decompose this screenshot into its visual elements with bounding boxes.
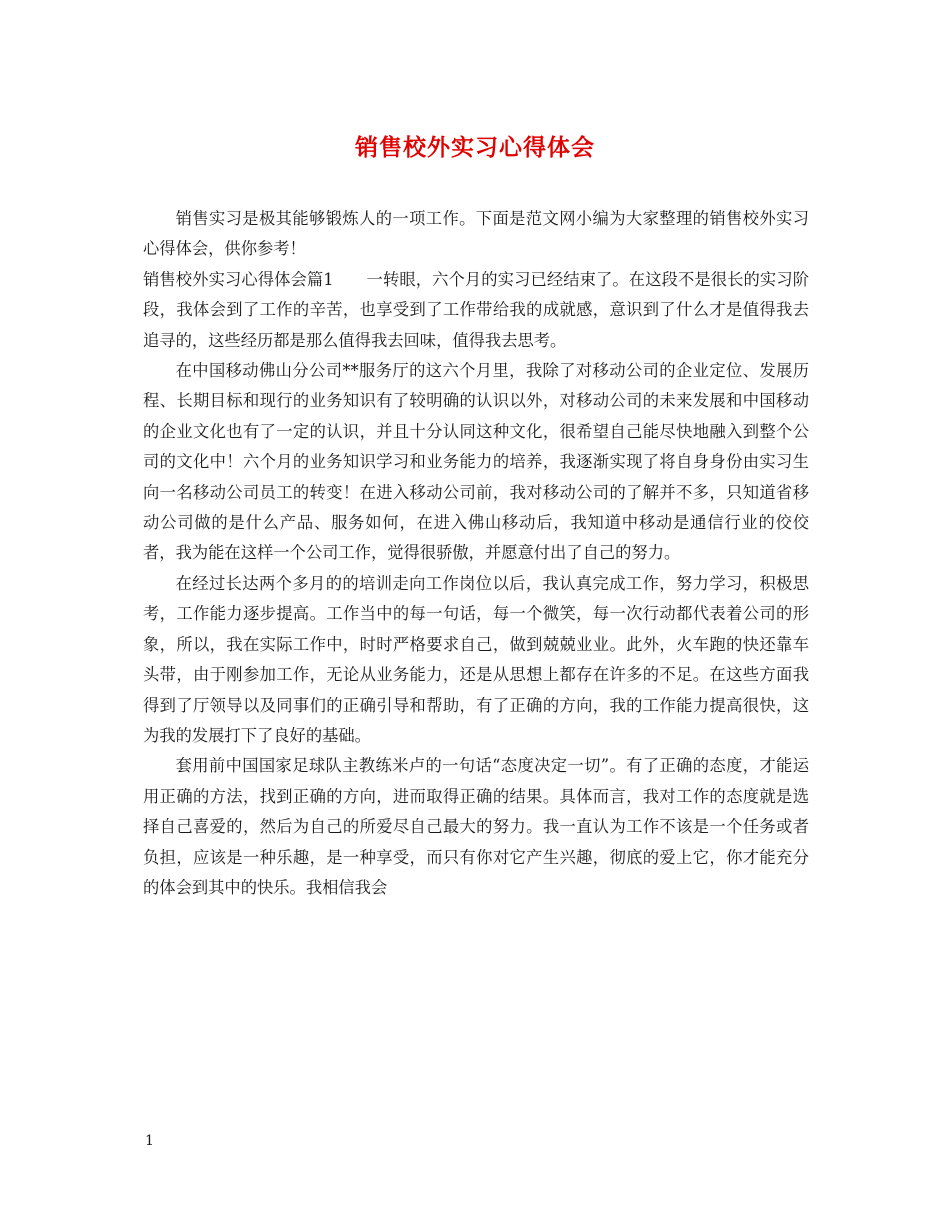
page-number: 1 <box>145 1133 154 1149</box>
intro-paragraph: 销售实习是极其能够锻炼人的一项工作。下面是范文网小编为大家整理的销售校外实习心得体会，供你参考！ <box>143 209 809 259</box>
section-1-paragraph: 销售校外实习心得体会篇1 一转眼，六个月的实习已经结束了。在这段不是很长的实习阶段，我体会到了工作的辛苦，也享受到了工作带给我的成就感，意识到了什么才是值得我去追寻的，这些经历都是那么值得我去回味，值得我去思考。 <box>143 269 809 350</box>
document-body <box>143 204 809 903</box>
document-title: 销售校外实习心得体会 <box>355 134 595 161</box>
body-paragraph: 套用前中国国家足球队主教练米卢的一句话“态度决定一切”。有了正确的态度，才能运用正确的方法，找到正确的方向，进而取得正确的结果。具体而言，我对工作的态度就是选择自己喜爱的，然后为自己的所爱尽自己最大的努力。我一直认为工作不该是一个任务或者负担，应该是一种乐趣，是一种享受，而只有你对它产生兴趣，彻底的爱上它，你才能充分的体会到其中的快乐。我相信我会 <box>143 756 809 897</box>
body-paragraph: 在经过长达两个多月的的培训走向工作岗位以后，我认真完成工作，努力学习，积极思考，工作能力逐步提高。工作当中的每一句话，每一个微笑，每一次行动都代表着公司的形象，所以，我在实际工作中，时时严格要求自己，做到兢兢业业。此外，火车跑的快还靠车头带，由于刚参加工作，无论从业务能力，还是从思想上都存在许多的不足。在这些方面我得到了厅领导以及同事们的正确引导和帮助，有了正确的方向，我的工作能力提高很快，这为我的发展打下了良好的基础。 <box>143 573 809 745</box>
body-paragraph: 在中国移动佛山分公司**服务厅的这六个月里，我除了对移动公司的企业定位、发展历程、长期目标和现行的业务知识有了较明确的认识以外，对移动公司的未来发展和中国移动的企业文化也有了一定的认识，并且十分认同这种文化，很希望自己能尽快地融入到整个公司的文化中！六个月的业务知识学习和业务能力的培养，我逐渐实现了将自身身份由实习生向一名移动公司员工的转变！在进入移动公司前，我对移动公司的了解并不多，只知道省移动公司做的是什么产品、服务如何，在进入佛山移动后，我知道中移动是通信行业的佼佼者，我为能在这样一个公司工作，觉得很骄傲，并愿意付出了自己的努力。 <box>143 361 809 563</box>
